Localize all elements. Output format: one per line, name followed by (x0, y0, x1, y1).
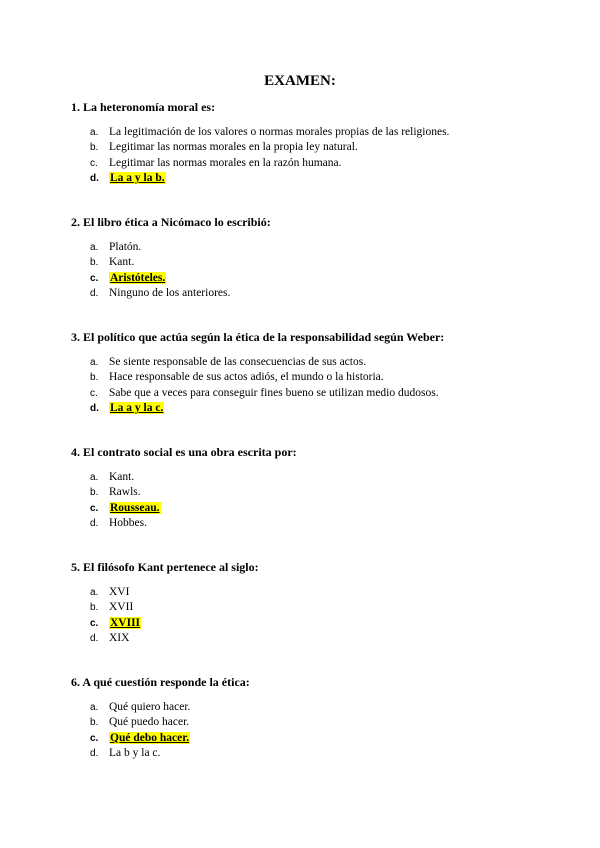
option-text: XVII (109, 601, 134, 614)
question-text: 5. El filósofo Kant pertenece al siglo: (71, 560, 259, 574)
option-list (71, 240, 541, 302)
option-c (71, 271, 541, 286)
option-d (71, 171, 541, 186)
correct-answer-highlight: Rousseau. (110, 501, 160, 514)
option-list (71, 470, 541, 532)
option-letter: c. (90, 732, 99, 744)
option-text: Platón. (109, 241, 142, 253)
option-text: Rawls. (109, 486, 141, 499)
option-d (71, 516, 541, 531)
option-b (71, 600, 541, 615)
option-text: Kant. (109, 256, 135, 269)
option-letter: a. (90, 357, 99, 368)
correct-answer-highlight: Qué debo hacer. (110, 731, 190, 744)
option-letter: a. (90, 242, 99, 253)
option-list (71, 700, 541, 762)
option-d (71, 631, 541, 646)
option-text: Qué puedo hacer. (109, 716, 190, 729)
option-c (71, 616, 541, 631)
option-text: Hace responsable de sus actos adiós, el mundo o la historia. (109, 371, 384, 384)
option-letter: b. (90, 602, 99, 614)
option-text: XVI (109, 586, 130, 598)
question-text: 6. A qué cuestión responde la ética: (71, 675, 250, 689)
option-b (71, 140, 541, 155)
option-letter: b. (90, 717, 99, 729)
question-6 (71, 675, 541, 762)
option-d (71, 286, 541, 301)
question-1 (71, 100, 541, 187)
option-letter: c. (90, 502, 99, 514)
option-list (71, 355, 541, 417)
option-letter: b. (90, 487, 99, 499)
question-4 (71, 445, 541, 532)
question-text: 1. La heteronomía moral es: (71, 100, 216, 114)
option-letter: b. (90, 142, 99, 154)
option-text: Kant. (109, 471, 135, 483)
option-letter: c. (90, 387, 98, 399)
option-letter: a. (90, 702, 99, 713)
option-letter: d. (90, 403, 99, 415)
option-text: XIX (109, 632, 130, 645)
option-d (71, 746, 541, 761)
option-text: Qué quiero hacer. (109, 701, 191, 713)
option-b (71, 485, 541, 500)
correct-answer-highlight: Aristóteles. (110, 271, 166, 284)
option-letter: b. (90, 372, 99, 384)
option-c (71, 501, 541, 516)
option-a (71, 470, 541, 485)
question-text: 2. El libro ética a Nicómaco lo escribió: (71, 215, 271, 229)
option-list (71, 585, 541, 647)
option-c (71, 156, 541, 171)
option-a (71, 585, 541, 600)
option-text: Ninguno de los anteriores. (109, 287, 231, 300)
option-letter: d. (90, 633, 99, 645)
option-letter: a. (90, 472, 99, 483)
option-letter: a. (90, 127, 99, 138)
option-text: Legitimar las normas morales en la propia ley natural. (109, 141, 358, 154)
correct-answer-highlight: XVIII (110, 616, 141, 629)
option-d (71, 401, 541, 416)
option-b (71, 255, 541, 270)
option-text: Sabe que a veces para conseguir fines bueno se utilizan medio dudosos. (109, 386, 439, 399)
question-5 (71, 560, 541, 647)
option-text: Se siente responsable de las consecuencias de sus actos. (109, 356, 367, 368)
option-c (71, 731, 541, 746)
option-text: La legitimación de los valores o normas morales propias de las religiones. (109, 126, 450, 138)
option-c (71, 386, 541, 401)
option-a (71, 355, 541, 370)
question-text: 3. El político que actúa según la ética de la responsabilidad según Weber: (71, 330, 445, 344)
option-letter: d. (90, 288, 99, 300)
option-a (71, 125, 541, 140)
option-letter: c. (90, 157, 98, 169)
option-list (71, 125, 541, 187)
option-text: Legitimar las normas morales en la razón humana. (109, 156, 342, 169)
option-letter: c. (90, 617, 99, 629)
option-letter: a. (90, 587, 99, 598)
correct-answer-highlight: La a y la b. (110, 172, 165, 185)
option-letter: d. (90, 173, 99, 185)
option-letter: c. (90, 272, 99, 284)
option-letter: d. (90, 748, 99, 760)
option-letter: d. (90, 518, 99, 530)
option-text: La b y la c. (109, 747, 161, 760)
option-a (71, 700, 541, 715)
question-text: 4. El contrato social es una obra escrita por: (71, 445, 297, 459)
question-2 (71, 215, 541, 302)
option-letter: b. (90, 257, 99, 269)
option-text: Hobbes. (109, 517, 148, 530)
question-3 (71, 330, 541, 417)
exam-title: EXAMEN: (264, 73, 336, 89)
correct-answer-highlight: La a y la c. (110, 402, 164, 415)
option-a (71, 240, 541, 255)
option-b (71, 715, 541, 730)
option-b (71, 370, 541, 385)
